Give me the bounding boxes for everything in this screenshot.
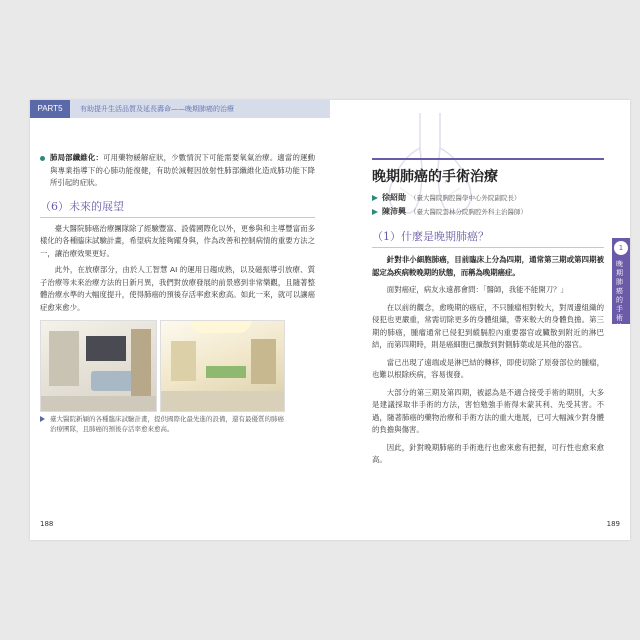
paragraph: 在以前的觀念，愈晚期的癌症，不只腫瘤相對較大，對周邊組織的侵犯也更嚴重，常需切除更多的身體組織，帶來較大的身體負擔。第三期的肺癌，腫瘤通常已侵犯到縱膈腔內重要器官或臟散到附近的淋巴結，而第四期時，則是癌細胞已擴散到對側肺葉或是其他的器官。 (372, 302, 604, 349)
paragraph-2: 此外，在放療部分，由於人工智慧 AI 的運用日趨成熟，以及磁振導引放療、質子治療等未來治療方法的日新月異，我們對放療發展的前景感到非常樂觀，且隨著整體治療水準的大幅度提升，使得肺癌的預後存活率愈來愈高。如此一來，就可以讓癌症愈來愈少。 (40, 265, 315, 312)
author-marker-icon (372, 209, 378, 215)
section-title-left: （6）未來的展望 (40, 198, 315, 218)
paragraph: 大部分的第三期及第四期，被認為是不適合接受手術的期別，大多是建議採取非手術的方法，害怕勉強手術得未蒙其利、先受其害。不過，隨著肺癌的藥物治療和手術方法的重大進展，已可大幅減少對身體的負擔與傷害。 (372, 387, 604, 434)
photo-caption: 臺大醫院新穎的各種臨床試驗計畫，提供國際化最先進的設備，還有最優質的肺癌治療團隊，且肺癌的預後存活率愈來愈高。 (40, 414, 290, 434)
author-marker-icon (372, 195, 378, 201)
paragraph: 當已出現了遠端或是淋巴結的轉移，即使切除了原發部位的腫瘤，也難以根除疾病，容易復發。 (372, 357, 604, 379)
hospital-room-photo (40, 320, 157, 412)
bullet-item (40, 152, 315, 190)
bullet-dot-icon (40, 156, 45, 161)
author-affiliation: （臺大醫院胸腔醫學中心外院副院長） (410, 194, 521, 202)
left-page (40, 152, 315, 434)
side-tab-number: 1 (614, 241, 628, 255)
operating-room-photo (160, 320, 285, 412)
side-tab-label: 晚期肺癌的手術治療 (616, 260, 623, 340)
page-number-right: 189 (606, 520, 620, 528)
page-number-left: 188 (40, 520, 54, 528)
author-name: 徐紹勛 (382, 193, 406, 202)
book-spread (30, 100, 630, 540)
bullet-text: 可用藥物緩解症狀，少數情況下可能需要氧氣治療。適當的運動與專業指導下的心肺功能復健，有助於減輕因放射性肺部纖維化造成肺功能下降所引起的症狀。 (50, 153, 315, 187)
section-title-right: （1）什麼是晚期肺癌？ (372, 228, 604, 248)
author-2 (372, 206, 604, 218)
running-head: 有助提升生活品質及延長壽命——晚期肺癌的治療 (80, 105, 234, 113)
paragraph: 面對癌症，病友永遠都會問：「醫師，我能不能開刀？」 (386, 285, 568, 294)
part-tag: PART5 (30, 100, 70, 118)
chapter-title: 晚期肺癌的手術治療 (372, 158, 604, 186)
paragraph-bold: 針對非小細胞肺癌，目前臨床上分為四期，通常第三期或第四期被認定為疾病較晚期的狀態，而稱為晚期癌症。 (372, 255, 604, 277)
chapter-side-tab (612, 238, 630, 340)
author-1 (372, 192, 604, 204)
author-affiliation: （臺大醫院雲林分院胸腔外科主治醫師） (410, 208, 527, 216)
right-page (372, 158, 604, 472)
caption-marker-icon (40, 416, 45, 422)
paragraph-1: 臺大醫院肺癌治療團隊除了經驗豐富、設備國際化以外，更參與和主導豐富而多樣化的各種臨床試驗計畫，希望病友能夠躍身與，作為改善和控制病情的重要方法之一，讓治療效果更好。 (40, 223, 315, 258)
bullet-lead: 肺局部纖維化： (50, 153, 104, 162)
photo-row (40, 320, 315, 410)
paragraph: 因此，針對晚期肺癌的手術進行也愈來愈有把握，可行性也愈來愈高。 (372, 442, 604, 464)
author-name: 陳沛興 (382, 207, 406, 216)
